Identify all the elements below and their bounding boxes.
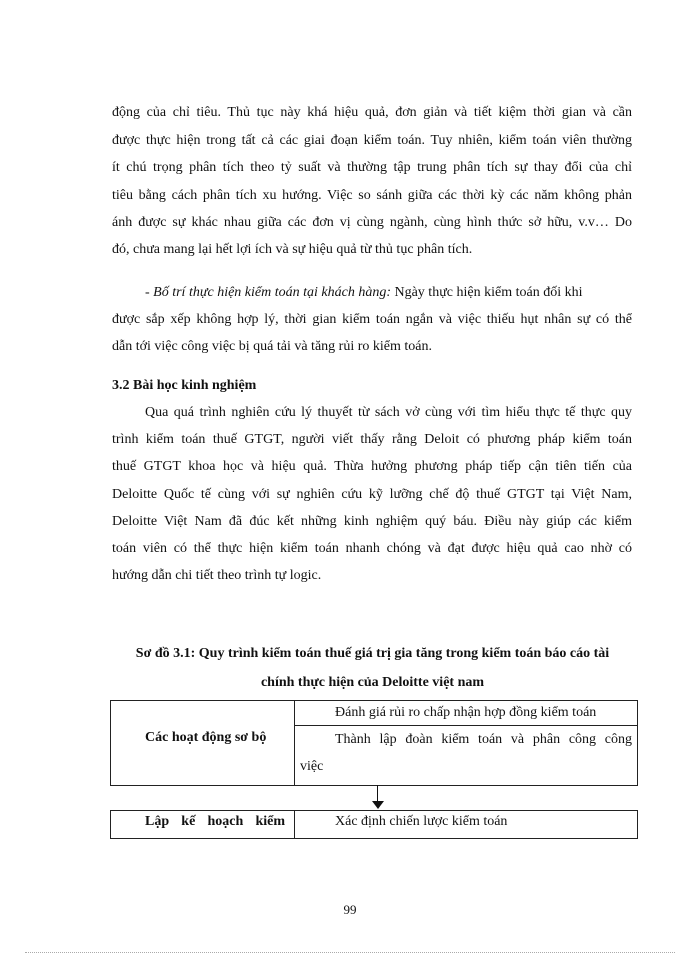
section-heading: 3.2 Bài học kinh nghiệm (112, 378, 257, 393)
body-text-line: ánh được sự khác nhau giữa các đơn vị cùng ngành, cùng hình thức sở hữu, v.v… Do (112, 215, 632, 230)
body-text-line: Deloitte Quốc tế cùng với sự nghiên cứu kỹ lưỡng chế độ thuế GTGT tại Việt Nam, (112, 487, 632, 502)
column-divider (294, 810, 295, 839)
body-text-line: trình kiểm toán thuế GTGT, người viết thấy rằng Deloit có phương pháp kiểm toán (112, 432, 632, 447)
body-text-line: được thực hiện trong tất cả các giai đoạn kiểm toán. Tuy nhiên, kiểm toán viên thường (112, 133, 632, 148)
body-text-line: tiêu bằng cách phân tích xu hướng. Việc so sánh giữa các thời kỳ các năm không phản (112, 188, 632, 203)
step-item-continued: việc (300, 759, 324, 774)
diagram-title: Sơ đồ 3.1: Quy trình kiểm toán thuế giá trị gia tăng trong kiểm toán báo cáo tài (135, 646, 610, 661)
page-bottom-border (25, 952, 675, 953)
step-label: Lập kế hoạch kiểm (145, 814, 285, 829)
page-number: 99 (343, 902, 357, 917)
lead-rest: Ngày thực hiện kiểm toán đối khi (390, 285, 583, 300)
step-item: Đánh giá rủi ro chấp nhận hợp đồng kiểm toán (335, 705, 597, 720)
body-text-line: được sắp xếp không hợp lý, thời gian kiểm toán ngắn và việc thiếu hụt nhân sự có thể (112, 312, 632, 327)
body-text-line: hướng dẫn chi tiết theo trình tự logic. (112, 568, 322, 583)
lead-prefix: - (145, 285, 154, 300)
body-text-line: đó, chưa mang lại hết lợi ích và sự hiệu quả từ thủ tục phân tích. (112, 242, 473, 257)
step-item: Thành lập đoàn kiểm toán và phân công công (335, 732, 632, 747)
body-text-line: động của chỉ tiêu. Thủ tục này khá hiệu quả, đơn giản và tiết kiệm thời gian và cần (112, 105, 632, 120)
lead-italic-phrase: Bố trí thực hiện kiểm toán tại khách hàng: (153, 285, 391, 300)
row-divider (294, 725, 638, 726)
step-label: Các hoạt động sơ bộ (145, 730, 267, 745)
body-text-line: Deloitte Việt Nam đã đúc kết những kinh nghiệm quý báu. Điều này giúp các kiểm (112, 514, 632, 529)
body-text-line: Qua quá trình nghiên cứu lý thuyết từ sách vở cùng với tìm hiểu thực tế thực quy (145, 405, 632, 420)
body-text-line-lead (145, 284, 632, 302)
step-item: Xác định chiến lược kiểm toán (335, 814, 508, 829)
diagram-subtitle: chính thực hiện của Deloitte việt nam (260, 675, 485, 690)
body-text-line: dẫn tới việc công việc bị quá tải và tăng rủi ro kiểm toán. (112, 339, 432, 354)
body-text-line: thuế GTGT khoa học và hiệu quả. Thừa hưởng phương pháp tiếp cận tiên tiến của (112, 459, 632, 474)
column-divider (294, 700, 295, 786)
arrow-down-icon (372, 801, 384, 809)
body-text-line: ít chú trọng phân tích theo tỷ suất và thường tập trung phân tích sự thay đổi của chỉ (112, 160, 632, 175)
body-text-line: toán viên có thể thực hiện kiểm toán nhanh chóng và đạt được hiệu quả cao nhờ có (112, 541, 632, 556)
